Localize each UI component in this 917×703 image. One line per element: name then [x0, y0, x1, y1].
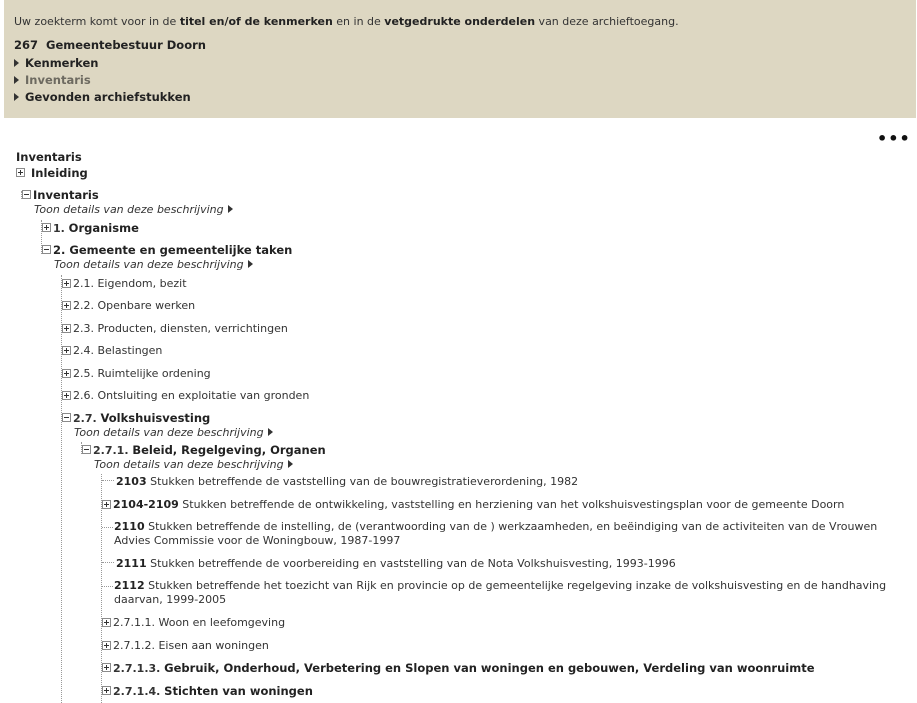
expand-icon[interactable] [102, 641, 111, 650]
tree-node-organisme[interactable]: 1. Organisme [42, 221, 139, 235]
search-note: Uw zoekterm komt voor in de titel en/of de kenmerken en in de vetgedrukte onderdelen van deze archieftoegang. [14, 15, 679, 28]
list-item-2111[interactable]: 2111 Stukken betreffende de voorbereiding en vaststelling van de Nota Volkshuisvesting, 1993-1996 [102, 557, 676, 570]
toon-details-link[interactable]: Toon details van deze beschrijving [34, 203, 233, 216]
tree-node-volkshuisvesting[interactable]: 2.7. Volkshuisvesting [62, 411, 210, 425]
tree-node-2-3[interactable]: 2.3. Producten, diensten, verrichtingen [62, 322, 288, 335]
list-item-2104-2109[interactable]: 2104-2109 Stukken betreffende de ontwikkeling, vaststelling en herziening van het volkshuisvestingsplan voor de gemeente Doorn [102, 498, 844, 511]
tree-node-2-1[interactable]: 2.1. Eigendom, bezit [62, 277, 187, 290]
expand-icon[interactable] [102, 500, 111, 509]
expand-icon[interactable] [102, 686, 111, 695]
list-item-2110[interactable]: 2110 Stukken betreffende de instelling, de (verantwoording van de ) werkzaamheden, en beëindiging van de activiteiten van de Vrouwen Advies Commissie voor de Woningbouw, 1987-1997 [114, 520, 878, 547]
list-item-2112[interactable]: 2112 Stukken betreffende het toezicht van Rijk en provincie op de gemeentelijke regelgeving inzake de volkshuisvesting en de handhaving daarvan, 1999-2005 [114, 579, 887, 606]
nav-gevonden-archiefstukken[interactable]: Gevonden archiefstukken [14, 90, 191, 104]
tree-node-inleiding[interactable]: Inleiding [16, 166, 88, 180]
expand-icon[interactable] [42, 223, 51, 232]
caret-right-icon [248, 260, 253, 268]
expand-icon[interactable] [62, 279, 71, 288]
toon-details-link[interactable]: Toon details van deze beschrijving [54, 258, 253, 271]
tree-heading: Inventaris [16, 150, 82, 164]
tree-node-2-5[interactable]: 2.5. Ruimtelijke ordening [62, 367, 211, 380]
caret-right-icon [14, 93, 19, 101]
archive-number: 267 [14, 38, 39, 52]
tree-node-2-4[interactable]: 2.4. Belastingen [62, 344, 162, 357]
collapse-icon[interactable] [22, 190, 31, 199]
more-options-icon[interactable]: ••• [877, 129, 911, 148]
archive-name: Gemeentebestuur Doorn [46, 38, 206, 52]
expand-icon[interactable] [62, 369, 71, 378]
tree-node-2-7-1-3[interactable]: 2.7.1.3. Gebruik, Onderhoud, Verbetering en Slopen van woningen en gebouwen, Verdeling van woonruimte [102, 661, 815, 675]
expand-icon[interactable] [102, 618, 111, 627]
nav-kenmerken[interactable]: Kenmerken [14, 56, 98, 70]
toon-details-link[interactable]: Toon details van deze beschrijving [94, 458, 293, 471]
list-item-2103[interactable]: 2103 Stukken betreffende de vaststelling van de bouwregistratieverordening, 1982 [102, 475, 578, 488]
expand-icon[interactable] [16, 168, 25, 177]
archive-title [14, 38, 206, 52]
expand-icon[interactable] [62, 324, 71, 333]
caret-right-icon [288, 460, 293, 468]
collapse-icon[interactable] [82, 445, 91, 454]
tree-node-2-7-1-2[interactable]: 2.7.1.2. Eisen aan woningen [102, 639, 269, 652]
collapse-icon[interactable] [62, 413, 71, 422]
tree-node-gemeente[interactable]: 2. Gemeente en gemeentelijke taken [42, 243, 292, 257]
search-info-banner [4, 0, 916, 118]
toon-details-link[interactable]: Toon details van deze beschrijving [74, 426, 273, 439]
tree-node-2-7-1-1[interactable]: 2.7.1.1. Woon en leefomgeving [102, 616, 285, 629]
tree-node-2-6[interactable]: 2.6. Ontsluiting en exploitatie van gronden [62, 389, 309, 402]
caret-right-icon [268, 428, 273, 436]
expand-icon[interactable] [62, 391, 71, 400]
caret-right-icon [14, 59, 19, 67]
collapse-icon[interactable] [42, 245, 51, 254]
nav-inventaris[interactable]: Inventaris [14, 73, 91, 87]
expand-icon[interactable] [102, 663, 111, 672]
tree-node-2-2[interactable]: 2.2. Openbare werken [62, 299, 195, 312]
expand-icon[interactable] [62, 301, 71, 310]
caret-right-icon [228, 205, 233, 213]
tree-node-beleid[interactable]: 2.7.1. Beleid, Regelgeving, Organen [82, 443, 326, 457]
tree-guide [61, 275, 62, 703]
tree-node-inventaris[interactable]: Inventaris [22, 188, 99, 202]
expand-icon[interactable] [62, 346, 71, 355]
tree-node-2-7-1-4[interactable]: 2.7.1.4. Stichten van woningen [102, 684, 313, 698]
caret-right-icon [14, 76, 19, 84]
